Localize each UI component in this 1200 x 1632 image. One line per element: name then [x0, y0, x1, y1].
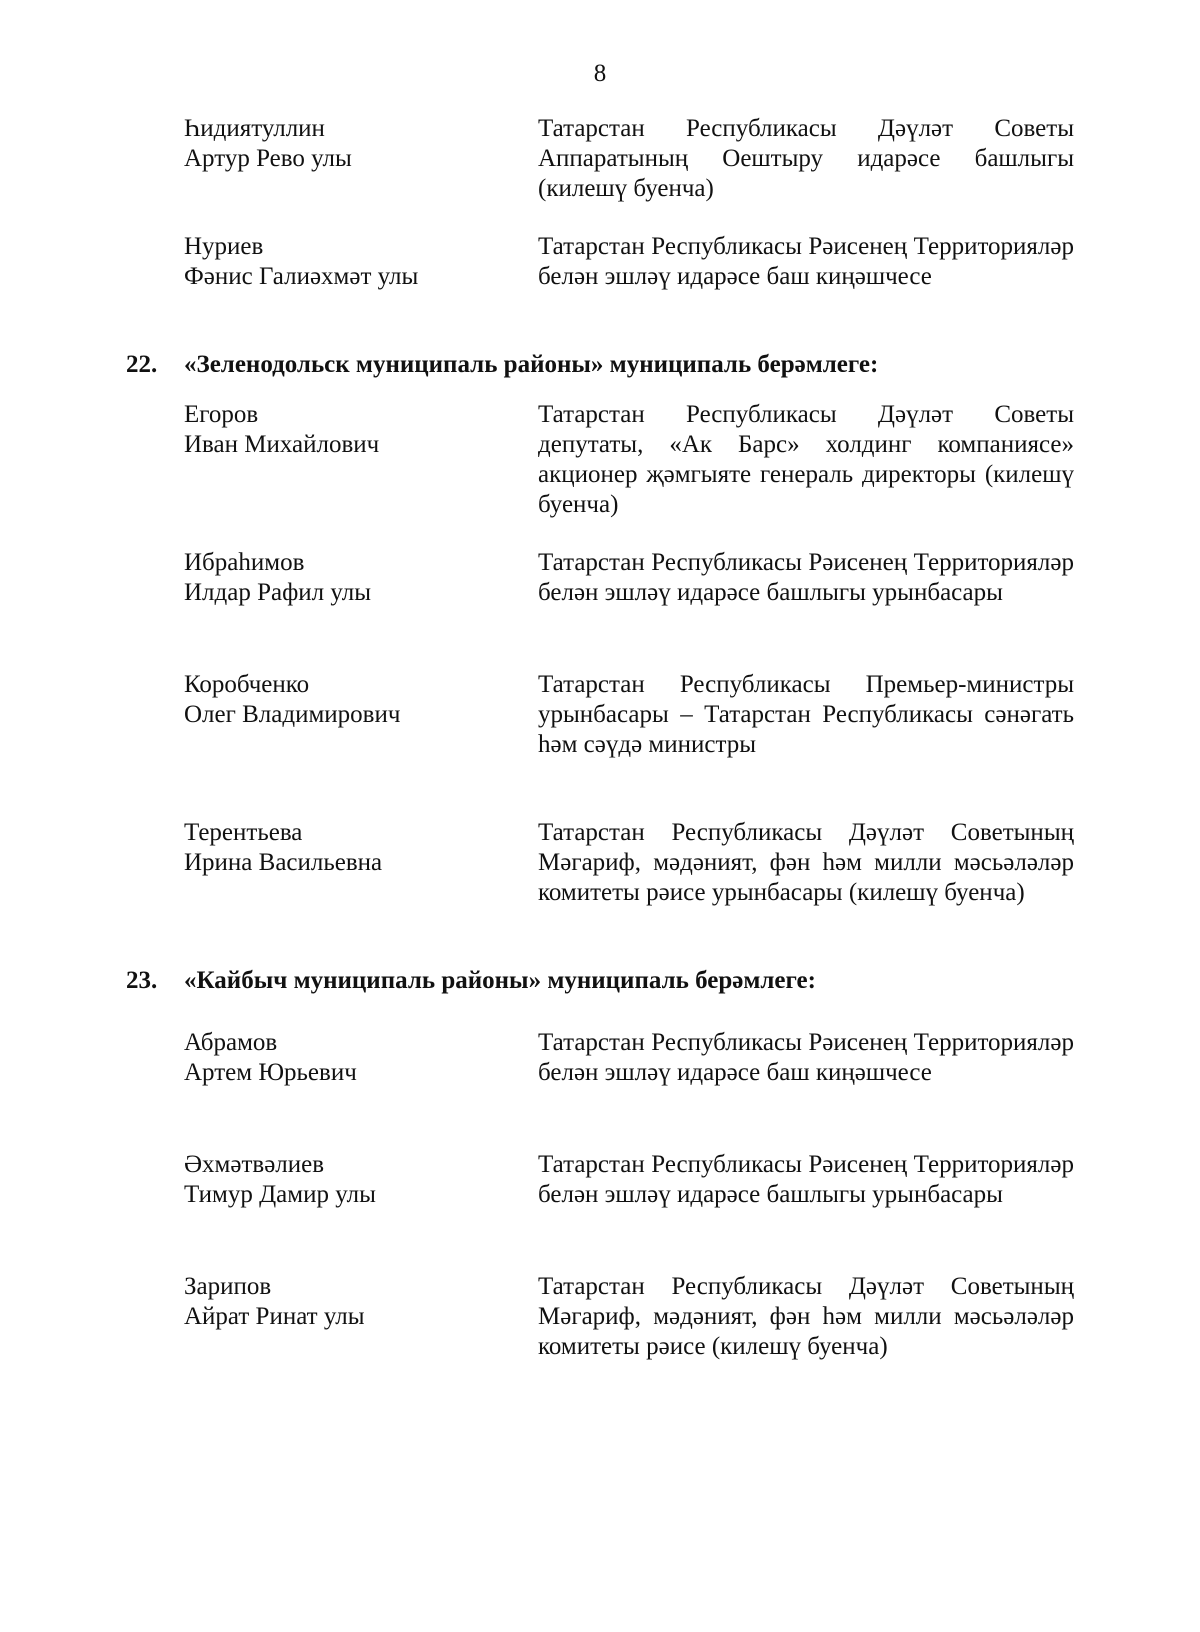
member-surname: Зарипов — [184, 1273, 272, 1300]
member-name — [184, 1028, 514, 1088]
member-surname: Коробченко — [184, 671, 310, 698]
member-name — [184, 400, 514, 460]
member-position: Татарстан Республикасы Дәүләт Советы депутаты, «Ак Барс» холдинг компаниясе» акционер җәмгыяте генераль директоры (килешү буенча) — [538, 401, 1074, 518]
member-name — [184, 1272, 514, 1332]
member-given-name: Артур Рево улы — [184, 145, 352, 172]
member-name — [184, 114, 514, 174]
section-title: «Кайбыч муниципаль районы» муниципаль берәмлеге: — [184, 967, 816, 994]
section-number: 22. — [126, 351, 158, 378]
member-position: Татарстан Республикасы Дәүләт Советы Аппаратының Оештыру идарәсе башлыгы (килешү буенча) — [538, 115, 1074, 202]
member-given-name: Тимур Дамир улы — [184, 1181, 376, 1208]
member-given-name: Ирина Васильевна — [184, 849, 383, 876]
section-number: 23. — [126, 967, 158, 994]
member-position: Татарстан Республикасы Дәүләт Советының Мәгариф, мәдәният, фән һәм милли мәсьәләләр комитеты рәисе (килешү буенча) — [538, 1273, 1074, 1360]
member-surname: Ибраһимов — [184, 549, 305, 576]
member-position: Татарстан Республикасы Премьер-министры урынбасары – Татарстан Республикасы сәнәгать һәм сәүдә министры — [538, 671, 1074, 758]
member-given-name: Айрат Ринат улы — [184, 1303, 365, 1330]
member-given-name: Фәнис Галиәхмәт улы — [184, 263, 419, 290]
member-surname: Егоров — [184, 401, 259, 428]
member-surname: Әхмәтвәлиев — [184, 1151, 325, 1178]
member-name — [184, 670, 514, 730]
member-name — [184, 548, 514, 608]
member-surname: Абрамов — [184, 1029, 278, 1056]
member-position: Татарстан Республикасы Рәисенең Территорияләр белән эшләү идарәсе баш киңәшчесе — [538, 1029, 1074, 1086]
member-given-name: Илдар Рафил улы — [184, 579, 372, 606]
member-name — [184, 232, 514, 292]
member-name — [184, 818, 514, 878]
member-given-name: Артем Юрьевич — [184, 1059, 357, 1086]
member-position: Татарстан Республикасы Рәисенең Территорияләр белән эшләү идарәсе башлыгы урынбасары — [538, 1151, 1074, 1208]
member-surname: Һидиятуллин — [184, 115, 325, 142]
member-position: Татарстан Республикасы Дәүләт Советының Мәгариф, мәдәният, фән һәм милли мәсьәләләр комитеты рәисе урынбасары (килешү буенча) — [538, 819, 1074, 906]
section-title: «Зеленодольск муниципаль районы» муниципаль берәмлеге: — [184, 351, 879, 378]
member-given-name: Иван Михайлович — [184, 431, 380, 458]
member-surname: Терентьева — [184, 819, 303, 846]
member-name — [184, 1150, 514, 1210]
member-surname: Нуриев — [184, 233, 264, 260]
member-position: Татарстан Республикасы Рәисенең Территорияләр белән эшләү идарәсе баш киңәшчесе — [538, 233, 1074, 290]
member-given-name: Олег Владимирович — [184, 701, 401, 728]
member-position: Татарстан Республикасы Рәисенең Территорияләр белән эшләү идарәсе башлыгы урынбасары — [538, 549, 1074, 606]
page-number: 8 — [593, 60, 607, 87]
